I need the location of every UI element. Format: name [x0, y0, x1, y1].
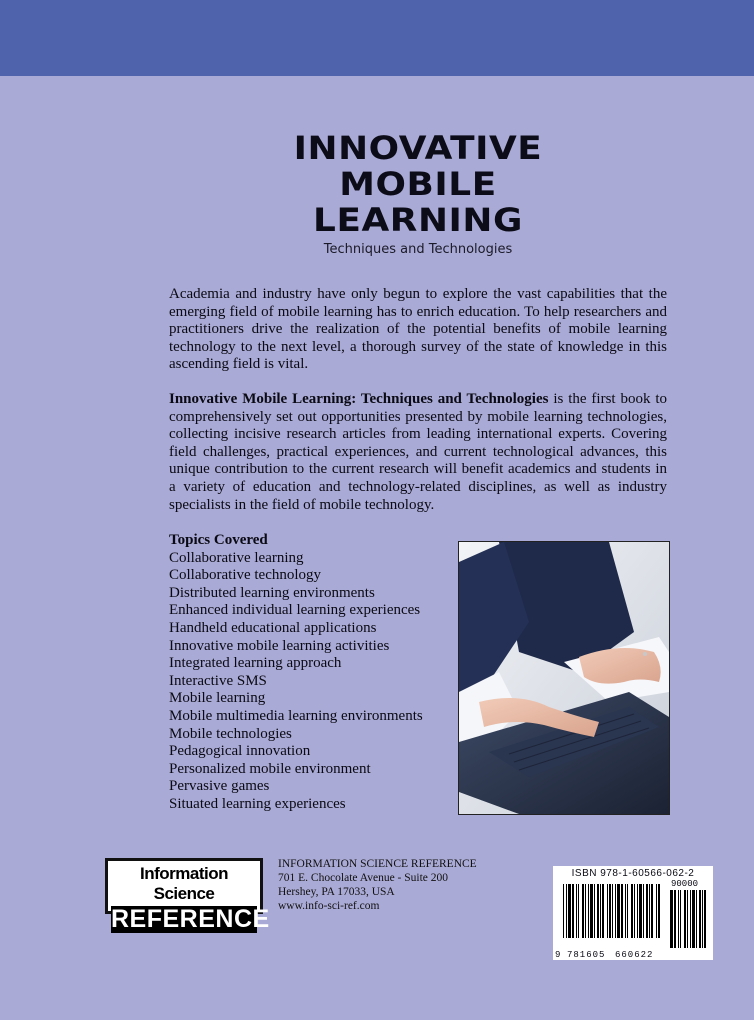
book-title-inline: Innovative Mobile Learning: Techniques and Technologies [169, 391, 549, 407]
topic-item: Interactive SMS [169, 672, 267, 689]
topic-item: Innovative mobile learning activities [169, 637, 390, 654]
barcode-bar [578, 884, 579, 938]
topic-item: Mobile multimedia learning environments [169, 707, 423, 724]
barcode-bar [602, 884, 604, 938]
barcode-bar [607, 884, 608, 938]
logo-line-1: Information Science [140, 864, 228, 903]
barcode-bar [658, 884, 660, 938]
barcode-addon-bar [687, 890, 688, 948]
publisher-website[interactable]: www.info-sci-ref.com [278, 900, 380, 912]
barcode-bar [563, 884, 564, 938]
barcode-bar [612, 884, 613, 938]
description-paragraph-1: Academia and industry have only begun to explore the vast capabilities that the emerging field of mobile learning has to enrich education. To help researchers and practitioners drive the realization of the potential benefits of mobile learning technology to the next level, a thorough survey of the state of knowledge in this ascending field is vital. [169, 286, 667, 373]
barcode-bar [615, 884, 616, 938]
barcode-addon-bar [704, 890, 706, 948]
description-paragraph-2 [169, 391, 667, 514]
barcode-group-1: 781605 [567, 950, 606, 960]
top-banner [0, 0, 754, 76]
barcode-bar [656, 884, 657, 938]
barcode-addon-bar [674, 890, 676, 948]
barcode-addon-bar [680, 890, 681, 948]
barcode-bar [646, 884, 648, 938]
barcode-bar [639, 884, 642, 938]
topic-item: Personalized mobile environment [169, 760, 371, 777]
title-line-3: LEARNING [313, 201, 523, 239]
barcode-addon-bar [696, 890, 697, 948]
topic-item: Distributed learning environments [169, 584, 375, 601]
isbn-text: ISBN 978-1-60566-062-2 [571, 868, 695, 879]
topic-item: Pervasive games [169, 778, 270, 795]
barcode-bar [617, 884, 620, 938]
topics-heading: Topics Covered [169, 532, 268, 548]
barcode-bar [649, 884, 650, 938]
title-line-1: INNOVATIVE [293, 129, 543, 167]
barcode-addon-bar [702, 890, 703, 948]
barcode-bar [637, 884, 638, 938]
publisher-address [278, 857, 477, 913]
barcode-bar [588, 884, 589, 938]
barcode-addon-digits: 90000 [671, 879, 699, 889]
laptop-photo-illustration [459, 542, 669, 814]
topic-item: Situated learning experiences [169, 795, 346, 812]
barcode-bar [651, 884, 653, 938]
logo-line-2: REFERENCE [111, 905, 270, 933]
barcode-bar [600, 884, 601, 938]
barcode-bar [594, 884, 595, 938]
barcode-addon-bar [670, 890, 673, 948]
barcode-bar [625, 884, 626, 938]
barcode-bar [609, 884, 611, 938]
topics-list [169, 550, 423, 814]
barcode-bar [568, 884, 571, 938]
book-title-block [168, 130, 668, 257]
barcode-addon-bar [678, 890, 679, 948]
laptop-typing-photo [458, 541, 670, 815]
publisher-street: 701 E. Chocolate Avenue - Suite 200 [278, 872, 449, 884]
isbn-barcode [553, 866, 713, 960]
barcode-bar [621, 884, 623, 938]
barcode-bar [643, 884, 644, 938]
barcode-first-digit: 9 [555, 950, 561, 960]
title-line-2: MOBILE [339, 165, 497, 203]
description-paragraph-2-text: is the first book to comprehensively set out opportunities presented by mobile learning technologies, collecting incisive research articles from leading international experts. Covering field challenges, practical experiences, and current technological advances, this unique contribution to the current research will benefit academics and students in a variety of education and technology-related disciplines, as well as industry specialists in the field of mobile technology. [169, 391, 667, 513]
barcode-bar [631, 884, 633, 938]
book-subtitle: Techniques and Technologies [323, 242, 513, 257]
topic-item: Mobile learning [169, 690, 266, 707]
topic-item: Collaborative technology [169, 567, 322, 584]
barcode-bar [582, 884, 584, 938]
barcode-addon-bar [699, 890, 701, 948]
barcode-addon-bar [684, 890, 686, 948]
barcode-bar [576, 884, 577, 938]
barcode-bar [627, 884, 628, 938]
barcode-bar [590, 884, 593, 938]
topic-item: Enhanced individual learning experiences [169, 602, 421, 619]
barcode-bar [572, 884, 574, 938]
topic-item: Handheld educational applications [169, 619, 377, 636]
barcode-bar [566, 884, 567, 938]
barcode-addon-bar [690, 890, 691, 948]
topics-covered [169, 532, 423, 814]
topic-item: Integrated learning approach [169, 655, 342, 672]
barcode-bars [553, 880, 713, 952]
publisher-city: Hershey, PA 17033, USA [278, 886, 395, 898]
topic-item: Collaborative learning [169, 549, 304, 566]
publisher-logo [105, 858, 270, 933]
topic-item: Mobile technologies [169, 725, 292, 742]
publisher-name: INFORMATION SCIENCE REFERENCE [278, 858, 477, 870]
barcode-group-2: 660622 [615, 950, 654, 960]
topic-item: Pedagogical innovation [169, 743, 311, 760]
barcode-bar [585, 884, 586, 938]
barcode-bar [634, 884, 635, 938]
barcode-bar [597, 884, 599, 938]
barcode-addon-bar [692, 890, 695, 948]
